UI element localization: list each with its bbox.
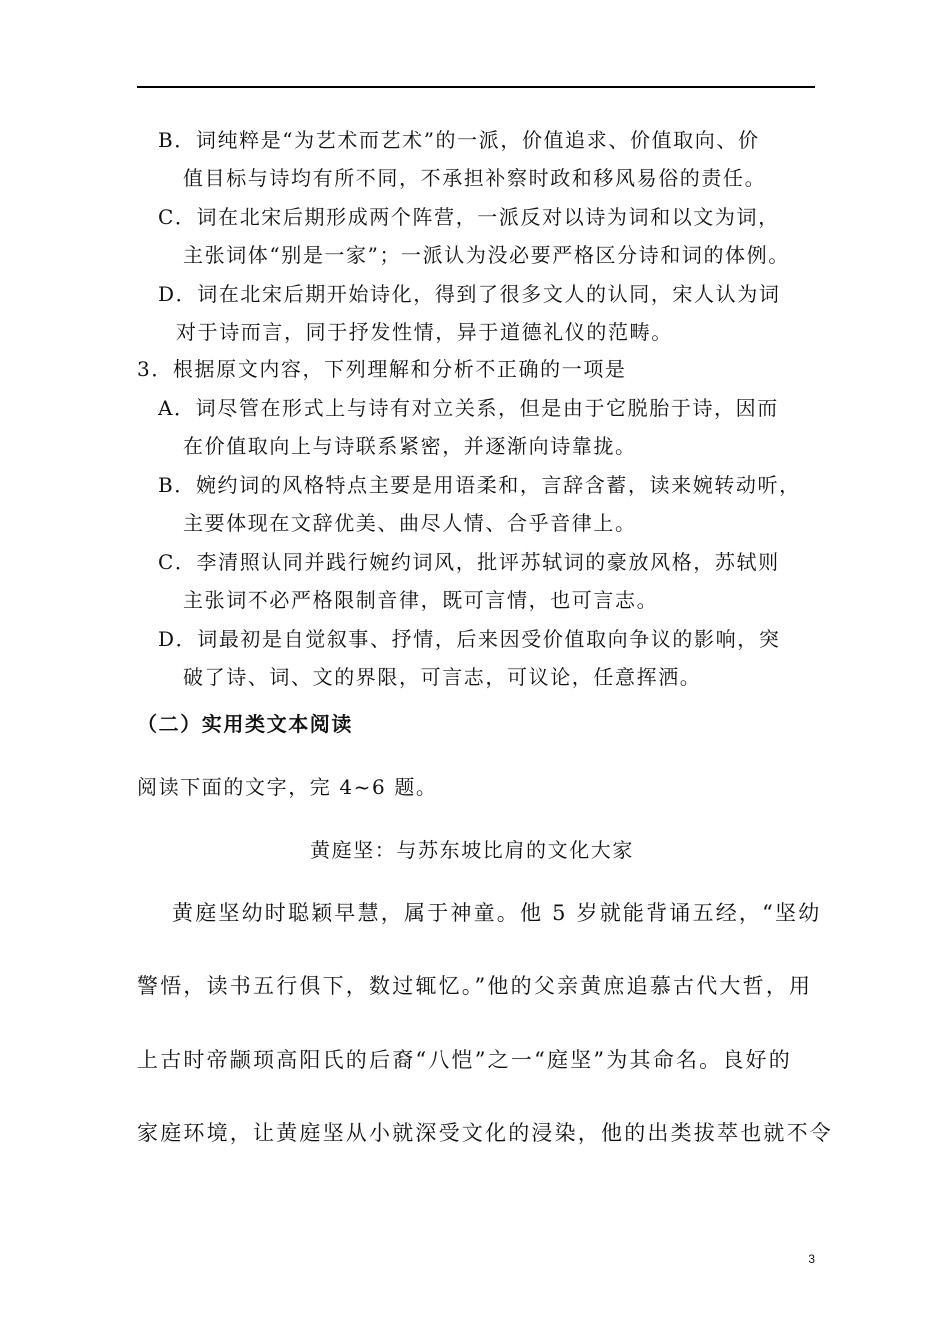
section-heading: （二）实用类文本阅读 [137,712,353,736]
article-title: 黄庭坚：与苏东坡比肩的文化大家 [310,838,634,862]
q2-option-b-line2: 值目标与诗均有所不同，不承担补察时政和移风易俗的责任。 [183,166,767,190]
q3-option-b-line2: 主要体现在文辞优美、曲尽人情、合乎音律上。 [183,511,637,535]
q3-option-d-line1: D．词最初是自觉叙事、抒情，后来因受价值取向争议的影响，突 [158,627,781,651]
q3-option-a-line2: 在价值取向上与诗联系紧密，并逐渐向诗靠拢。 [183,434,637,458]
q3-option-d-line2: 破了诗、词、文的界限，可言志，可议论，任意挥洒。 [183,665,702,689]
page-number: 3 [808,1252,815,1266]
article-line-4: 家庭环境，让黄庭坚从小就深受文化的浸染，他的出类拔萃也就不令 [137,1121,833,1145]
q2-option-d-line1: D．词在北宋后期开始诗化，得到了很多文人的认同，宋人认为词 [158,282,781,306]
q2-option-c-line1: C．词在北宋后期形成两个阵营，一派反对以诗为词和以文为词， [158,205,780,229]
q3-option-c-line1: C．李清照认同并践行婉约词风，批评苏轼词的豪放风格，苏轼则 [158,550,780,574]
article-line-2: 警悟，读书五行俱下，数过辄忆。”他的父亲黄庶追慕古代大哲，用 [137,974,813,998]
article-line-3: 上古时帝颛顼高阳氏的后裔“八恺”之一“庭坚”为其命名。良好的 [137,1048,792,1072]
instruction-text: 阅读下面的文字，完 4~6 题。 [137,775,438,799]
q2-option-c-line2: 主张词体“别是一家”；一派认为没必要严格区分诗和词的体例。 [183,243,790,267]
article-line-1: 黄庭坚幼时聪颖早慧，属于神童。他 5 岁就能背诵五经，“坚幼 [172,901,822,925]
q2-option-b-line1: B．词纯粹是“为艺术而艺术”的一派，价值追求、价值取向、价 [158,128,760,152]
q3-stem: 3．根据原文内容，下列理解和分析不正确的一项是 [137,357,627,381]
q3-option-a-line1: A．词尽管在形式上与诗有对立关系，但是由于它脱胎于诗，因而 [158,396,779,420]
q3-option-c-line2: 主张词不必严格限制音律，既可言情，也可言志。 [183,588,659,612]
header-rule [137,86,815,88]
q2-option-d-line2: 对于诗而言，同于抒发性情，异于道德礼仪的范畴。 [176,320,673,344]
q3-option-b-line1: B．婉约词的风格特点主要是用语柔和，言辞含蓄，读来婉转动听， [158,473,801,497]
